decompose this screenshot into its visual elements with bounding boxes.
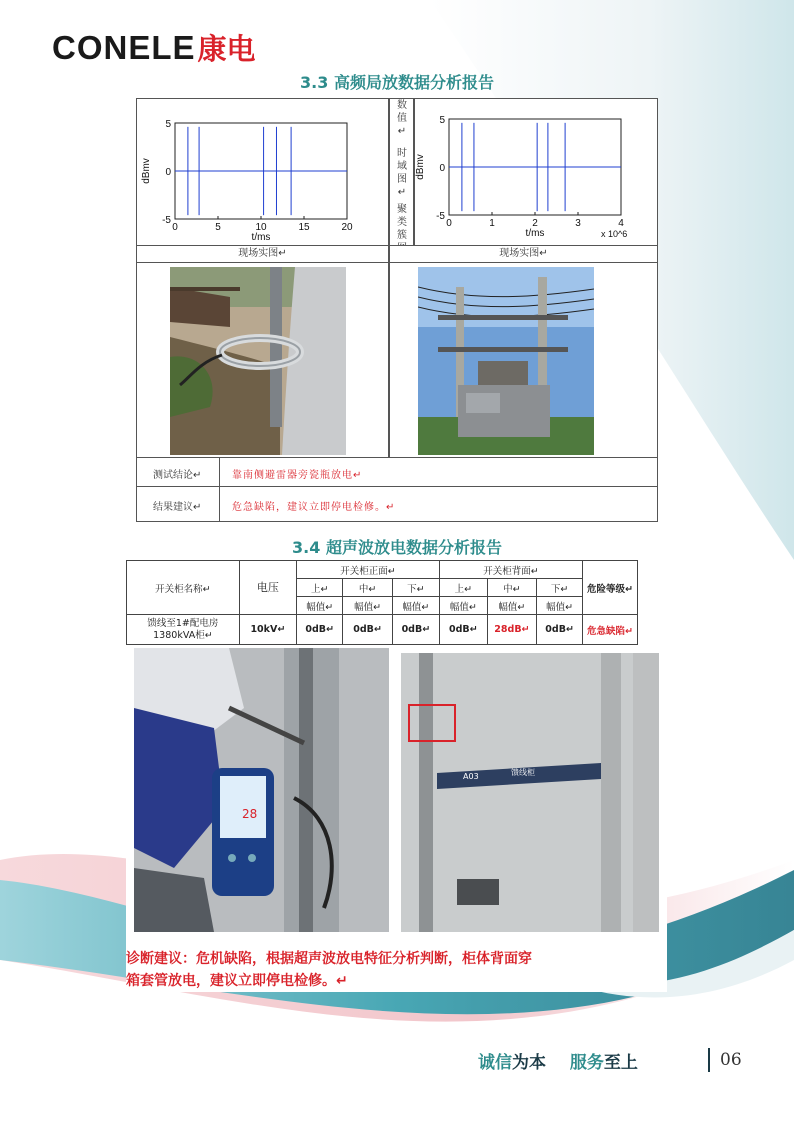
x-multiplier-label: x 10^6 [601, 229, 628, 239]
label-time-domain: 时域图↵ [397, 148, 407, 198]
section-3-4-title: 3.4 超声波放电数据分析报告 [292, 538, 502, 557]
y-axis-label: dBmv [415, 154, 426, 180]
y-tick-label: 5 [439, 115, 445, 126]
row-cabinet-name [127, 615, 240, 645]
ultrasonic-photo-panel [126, 647, 667, 992]
conclusion-text-cell [219, 457, 658, 487]
row-front-middle: 0dB↵ [343, 615, 392, 645]
photo-cell-right [389, 262, 658, 458]
x-axis-label: t/ms [251, 232, 271, 243]
brand-logo [52, 30, 256, 66]
suggestion-label-cell [136, 486, 220, 522]
slogan-part-1: 诚信 [478, 1053, 512, 1073]
row-voltage: 10kV↵ [239, 615, 296, 645]
x-tick-label: 3 [575, 218, 581, 229]
hf-report-table [136, 98, 658, 522]
row-front-lower: 0dB↵ [392, 615, 439, 645]
diagnosis-line-1: 诊断建议：危机缺陷，根据超声波放电特征分析判断，柜体背面穿 [126, 951, 532, 967]
diagnosis-line-2: 箱套管放电，建议立即停电检修。↵ [126, 973, 348, 989]
header-danger: 危险等级↵ [582, 561, 637, 615]
header-front-lower: 下↵ [392, 579, 439, 597]
header-amplitude: 幅值↵ [343, 597, 392, 615]
logo-text-cn: 康电 [197, 32, 256, 66]
y-tick-label: 0 [165, 167, 171, 178]
header-amplitude: 幅值↵ [440, 597, 487, 615]
photo-switchgear-cabinet [401, 653, 659, 932]
page-number: 06 [720, 1050, 742, 1070]
header-amplitude: 幅值↵ [296, 597, 343, 615]
header-amplitude: 幅值↵ [537, 597, 583, 615]
y-tick-label: 0 [439, 163, 445, 174]
ultrasonic-table [126, 560, 638, 645]
suggestion-label: 结果建议↵ [153, 502, 202, 513]
row-front-upper: 0dB↵ [296, 615, 343, 645]
time-domain-chart-cell [136, 98, 389, 246]
suggestion-text-cell [219, 486, 658, 522]
x-tick-label: 0 [172, 222, 178, 233]
device-reading: 28 [242, 807, 258, 821]
x-tick-label: 4 [618, 218, 624, 229]
header-back-upper: 上↵ [440, 579, 487, 597]
photo-cell-left [136, 262, 389, 458]
time-domain-chart [137, 99, 388, 245]
header-cabinet-name: 开关柜名称↵ [127, 561, 240, 615]
logo-text-en: CONELE [52, 29, 196, 66]
row-back-middle: 28dB↵ [487, 615, 537, 645]
photo-caption-left: 现场实图↵ [136, 245, 389, 263]
header-amplitude: 幅值↵ [487, 597, 537, 615]
header-back-middle: 中↵ [487, 579, 537, 597]
cluster-chart [415, 99, 657, 245]
cabinet-tag-a03: A03 [463, 772, 479, 781]
row-danger: 危急缺陷↵ [582, 615, 637, 645]
conclusion-label: 测试结论↵ [153, 470, 202, 481]
photo-ultrasonic-detector [134, 648, 389, 932]
header-front-upper: 上↵ [296, 579, 343, 597]
photo-caption-right: 现场实图↵ [389, 245, 658, 263]
x-tick-label: 10 [255, 222, 267, 233]
x-axis-label: t/ms [525, 228, 545, 239]
footer-slogan [478, 1048, 638, 1073]
slogan-part-2: 为本 [512, 1053, 546, 1073]
x-tick-label: 15 [298, 222, 310, 233]
y-axis-label: dBmv [141, 158, 152, 184]
x-tick-label: 1 [489, 218, 495, 229]
y-tick-label: -5 [162, 215, 171, 226]
row-cabinet-name-line2: 1380kVA柜↵ [153, 629, 213, 641]
label-cluster: 聚类簇 [397, 204, 407, 241]
cabinet-tag-feeder: 馈线柜 [511, 768, 535, 777]
header-voltage: 电压 [239, 561, 296, 615]
section-3-3-title: 3.3 高频局放数据分析报告 [300, 73, 494, 92]
x-tick-label: 2 [532, 218, 538, 229]
footer-divider [708, 1048, 710, 1072]
label-value: 数值↵ [397, 100, 407, 137]
header-back: 开关柜背面↵ [440, 561, 583, 579]
slogan-part-3: 服务 [569, 1053, 604, 1073]
row-back-upper: 0dB↵ [440, 615, 487, 645]
conclusion-text: 靠南侧避雷器旁瓷瓶放电↵ [232, 470, 363, 481]
x-tick-label: 0 [446, 218, 452, 229]
suggestion-text: 危急缺陷，建议立即停电检修。↵ [232, 502, 396, 513]
header-front: 开关柜正面↵ [296, 561, 439, 579]
chart-labels-cell [389, 98, 414, 246]
cluster-chart-cell [414, 98, 658, 246]
row-back-lower: 0dB↵ [537, 615, 583, 645]
y-tick-label: -5 [436, 211, 445, 222]
header-back-lower: 下↵ [537, 579, 583, 597]
y-tick-label: 5 [165, 119, 171, 130]
row-cabinet-name-line1: 馈线至1#配电房 [147, 617, 219, 629]
site-photo-sensor [170, 267, 346, 455]
slogan-part-4: 至上 [603, 1053, 638, 1073]
conclusion-label-cell [136, 457, 220, 487]
header-amplitude: 幅值↵ [392, 597, 439, 615]
site-photo-transformer [418, 267, 594, 455]
x-tick-label: 5 [215, 222, 221, 233]
header-front-middle: 中↵ [343, 579, 392, 597]
x-tick-label: 20 [341, 222, 353, 233]
